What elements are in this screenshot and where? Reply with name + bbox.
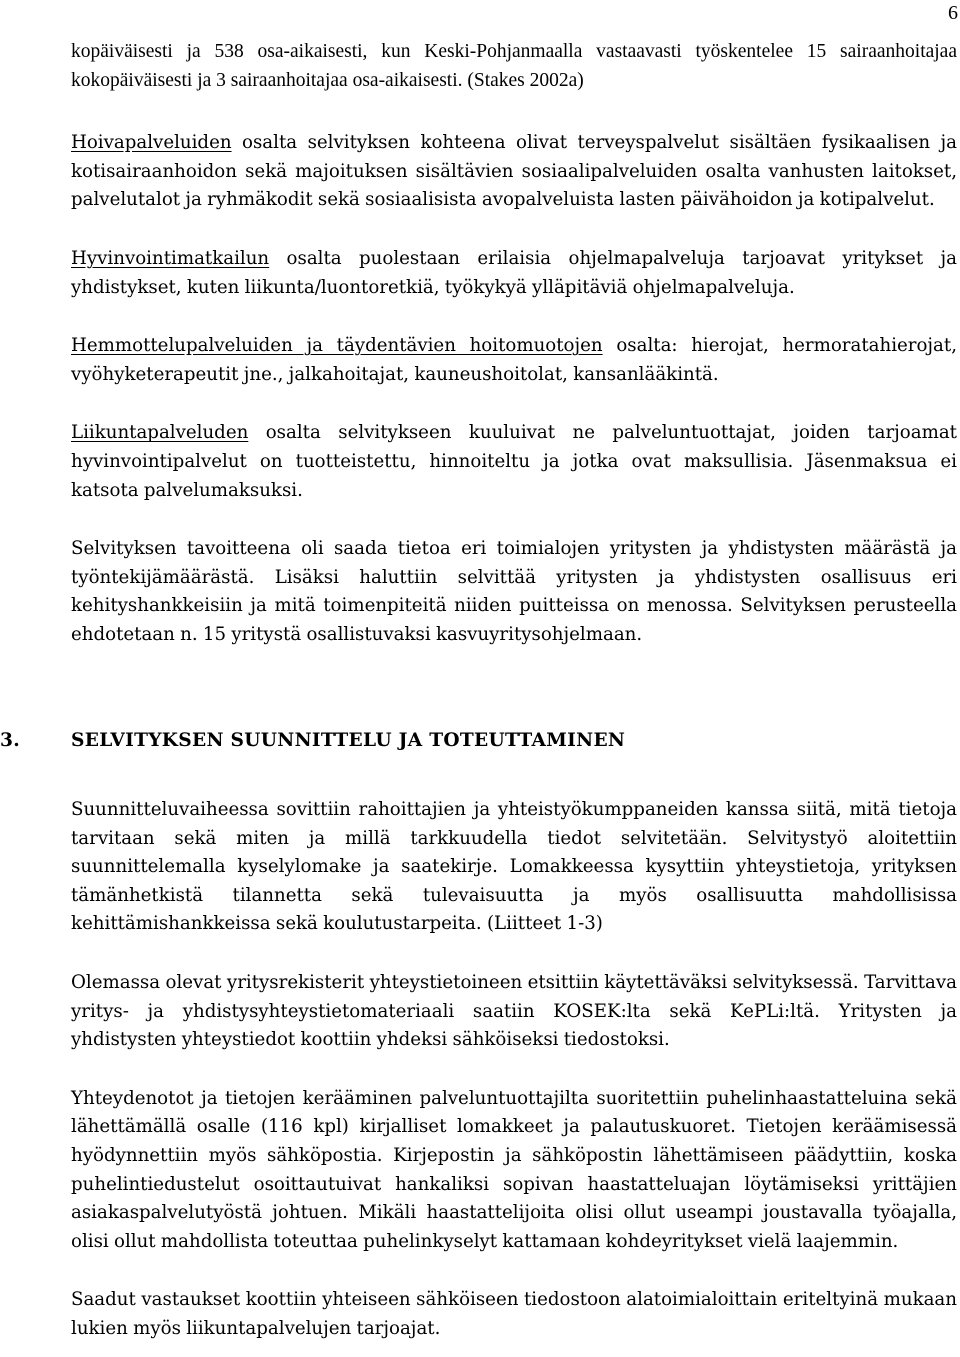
paragraph-vastaukset: Saadut vastaukset koottiin yhteiseen sähköiseen tiedostoon alatoimialoittain eriteltyinä mukaan lukien myös liikuntapalvelujen tarjoajat. [71, 1289, 957, 1339]
paragraph-hyvinvointimatkailu [71, 245, 957, 302]
paragraph-text: osalta selvityksen kohteena olivat terveyspalvelut sisältäen fysikaalisen ja kotisairaanhoidon sekä majoituksen sisältävien sosiaalipalveluiden osalta vanhusten laitokset, palvelutalot ja ryhmäkodit sekä sosiaalisista avopalveluista lasten päivähoidon ja kotipalvelut. [71, 132, 957, 211]
paragraph-text: osalta selvitykseen kuuluivat ne palveluntuottajat, joiden tarjoamat hyvinvointipalvelut on tuotteistettu, hinnoiteltu ja jotka ovat maksullisia. Jäsenmaksua ei katsota palvelumaksuksi. [71, 422, 957, 501]
section-heading: 3. SELVITYKSEN SUUNNITTELU JA TOTEUTTAMINEN [0, 730, 626, 751]
intro-paragraph: kopäiväisesti ja 538 osa-aikaisesti, kun Keski-Pohjanmaalla vastaavasti työskentelee 15 sairaanhoitajaa kokopäiväisesti ja 3 sairaanhoitajaa osa-aikaisesti. (Stakes 2002a) [71, 41, 957, 91]
paragraph-suunnittelu: Suunnitteluvaiheessa sovittiin rahoittajien ja yhteistyökumppaneiden kanssa siitä, mitä tietoja tarvitaan sekä miten ja millä tarkkuudella tiedot selvitetään. Selvitystyö aloitettiin suunnittelemalla kyselylomake ja saatekirje. Lomakkeessa kysyttiin yhteystietoja, yrityksen tämänhetkistä tilannetta sekä tulevaisuutta ja myös osallisuutta mahdollisissa kehittämishankkeissa sekä koulutustarpeita. (Liitteet 1-3) [71, 799, 957, 935]
term-underlined: Hemmottelupalveluiden ja täydentävien hoitomuotojen [71, 335, 603, 357]
paragraph-hoivapalvelut [71, 129, 957, 215]
paragraph-text: Selvityksen tavoitteena oli saada tietoa eri toimialojen yritysten ja yhdistysten määrästä ja työntekijämäärästä. Lisäksi haluttiin selvittää yritysten ja yhdistysten osallisuus eri kehityshankkeisiin ja mitä toimenpiteitä niiden puitteissa on menossa. Selvityksen perusteella ehdotetaan n. 15 yritystä osallistuvaksi kasvuyritysohjelmaan. [71, 538, 957, 645]
paragraph-liikuntapalvelut [71, 419, 957, 505]
term-underlined: Hyvinvointimatkailun [71, 247, 270, 269]
paragraph-rekisterit: Olemassa olevat yritysrekisterit yhteystietoineen etsittiin käytettäväksi selvityksessä. Tarvittava yritys- ja yhdistysyhteystietomateriaali saatiin KOSEK:lta sekä KePLi:ltä. Yritysten ja yhdistysten yhteystiedot koottiin yhdeksi sähköiseksi tiedostoksi. [71, 971, 957, 1051]
paragraph-text: osalta puolestaan erilaisia ohjelmapalveluja tarjoavat yritykset ja yhdistykset, kuten liikunta/luontoretkiä, työkykyä ylläpitäviä ohjelmapalveluja. [71, 247, 957, 298]
section-title: SELVITYKSEN SUUNNITTELU JA TOTEUTTAMINEN [71, 730, 626, 751]
paragraph-hemmottelupalvelut [71, 332, 957, 389]
term-underlined: Liikuntapalveluden [71, 422, 249, 444]
paragraph-yhteydenotot: Yhteydenotot ja tietojen kerääminen palveluntuottajilta suoritettiin puhelinhaastatteluina sekä lähettämällä osalle (116 kpl) kirjalliset lomakkeet ja palautuskuoret. Tietojen keräämisessä hyödynnettiin myös sähköpostia. Kirjepostin ja sähköpostin lähettämiseen päädyttiin, koska puhelintiedustelut osoittautuivat hankaliksi sopivan haastatteluajan löytämiseksi yrittäjien asiakaspalvelutyöstä johtuen. Mikäli haastattelijoita olisi ollut useampi joustavalla työajalla, olisi ollut mahdollista toteuttaa puhelinkyselyt kattamaan kohdeyritykset vielä laajemmin. [71, 1087, 957, 1252]
paragraph-text: osalta: hierojat, hermoratahierojat, vyöhyketerapeutit jne., jalkahoitajat, kauneushoitolat, kansanlääkintä. [71, 335, 957, 385]
document-body [0, 38, 957, 1339]
page-number: 6 [948, 2, 958, 24]
section-body [71, 796, 957, 1344]
term-underlined: Hoivapalveluiden [71, 132, 232, 154]
paragraph-tavoite [71, 535, 957, 649]
